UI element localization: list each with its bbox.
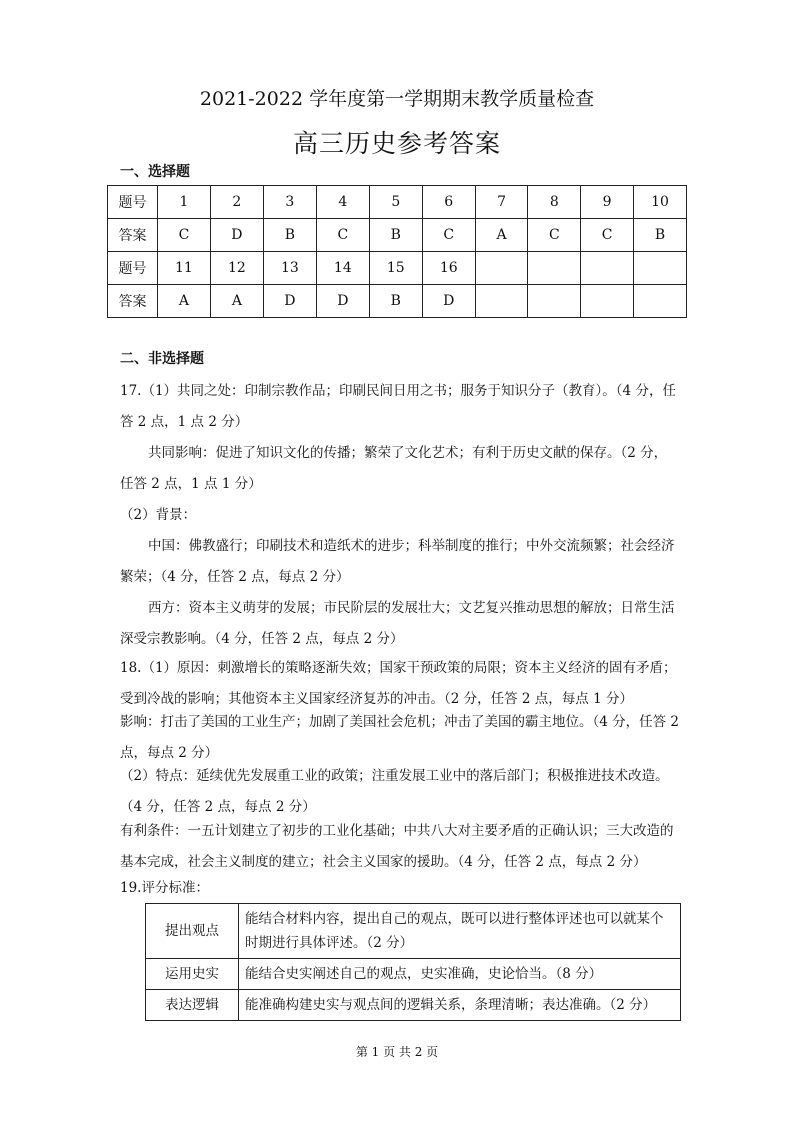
table-cell: 3 xyxy=(263,186,316,219)
table-cell xyxy=(528,285,581,318)
q17-part2-china: 中国：佛教盛行；印刷技术和造纸术的进步；科举制度的推行；中外交流频繁；社会经济繁荣；（4 分，任答 2 点，每点 2 分） xyxy=(120,538,675,585)
table-cell: 5 xyxy=(369,186,422,219)
table-row xyxy=(146,990,681,1021)
table-cell: 2 xyxy=(210,186,263,219)
rubric-table xyxy=(145,903,681,1021)
table-cell: C xyxy=(422,219,475,252)
table-cell: D xyxy=(210,219,263,252)
section-heading-multiple-choice: 一、选择题 xyxy=(120,164,190,180)
table-cell: B xyxy=(369,219,422,252)
table-cell xyxy=(633,285,686,318)
q17-part2-heading: （2）背景： xyxy=(120,507,197,523)
table-cell: 7 xyxy=(475,186,528,219)
section-heading-non-choice: 二、非选择题 xyxy=(120,351,204,367)
table-cell: 11 xyxy=(157,252,210,285)
table-cell: 15 xyxy=(369,252,422,285)
table-row xyxy=(108,219,687,252)
table-cell: B xyxy=(633,219,686,252)
q18-part2-features: （2）特点：延续优先发展重工业的政策；注重发展工业中的落后部门；积极推进技术改造。（4 分，任答 2 点，每点 2 分） xyxy=(120,768,669,815)
table-cell xyxy=(581,252,634,285)
row-label: 题号 xyxy=(108,252,158,285)
table-cell: 8 xyxy=(528,186,581,219)
table-cell: 10 xyxy=(633,186,686,219)
table-cell: 1 xyxy=(157,186,210,219)
table-cell: C xyxy=(528,219,581,252)
table-cell: A xyxy=(475,219,528,252)
table-row xyxy=(108,186,687,219)
rubric-desc: 能结合材料内容，提出自己的观点，既可以进行整体评述也可以就某个时期进行具体评述。（2 分） xyxy=(239,904,681,959)
q17-part2-west: 西方：资本主义萌芽的发展；市民阶层的发展壮大；文艺复兴推动思想的解放；日常生活深受宗教影响。（4 分，任答 2 点，每点 2 分） xyxy=(120,600,675,647)
page-footer: 第 1 页 共 2 页 xyxy=(355,1045,439,1059)
table-cell: 14 xyxy=(316,252,369,285)
rubric-desc: 能准确构建史实与观点间的逻辑关系，条理清晰；表达准确。（2 分） xyxy=(239,990,681,1021)
row-label: 答案 xyxy=(108,219,158,252)
table-cell: C xyxy=(581,219,634,252)
row-label: 答案 xyxy=(108,285,158,318)
table-cell xyxy=(475,252,528,285)
table-row xyxy=(108,252,687,285)
rubric-key: 运用史实 xyxy=(146,959,239,990)
table-row xyxy=(108,285,687,318)
table-row xyxy=(146,959,681,990)
table-cell: 6 xyxy=(422,186,475,219)
table-cell xyxy=(475,285,528,318)
table-cell: 13 xyxy=(263,252,316,285)
table-cell: 16 xyxy=(422,252,475,285)
table-cell: 4 xyxy=(316,186,369,219)
table-cell xyxy=(633,252,686,285)
q18-part1-impact: 影响：打击了美国的工业生产；加剧了美国社会危机；冲击了美国的霸主地位。（4 分，任答 2 点，每点 2 分） xyxy=(120,714,680,761)
table-row xyxy=(146,904,681,959)
q19-heading: 19.评分标准： xyxy=(120,880,209,896)
q18-part1-cause: 18.（1）原因：刺激增长的策略逐渐失效；国家干预政策的局限；资本主义经济的固有矛盾；受到冷战的影响；其他资本主义国家经济复苏的冲击。（2 分，任答 2 点，每点 1 分） xyxy=(120,660,677,707)
table-cell: C xyxy=(316,219,369,252)
answer-table xyxy=(107,185,687,318)
table-cell: D xyxy=(316,285,369,318)
table-cell: B xyxy=(369,285,422,318)
rubric-key: 表达逻辑 xyxy=(146,990,239,1021)
table-cell xyxy=(528,252,581,285)
q17-part1-common: 17.（1）共同之处：印制宗教作品；印刷民间日用之书；服务于知识分子（教育）。（4 分，任答 2 点，1 点 2 分） xyxy=(120,383,676,430)
rubric-desc: 能结合史实阐述自己的观点，史实准确，史论恰当。（8 分） xyxy=(239,959,681,990)
document-subtitle: 高三历史参考答案 xyxy=(292,129,501,158)
table-cell xyxy=(581,285,634,318)
q17-part1-impact: 共同影响：促进了知识文化的传播；繁荣了文化艺术；有利于历史文献的保存。（2 分，任答 2 点，1 点 1 分） xyxy=(120,445,668,492)
table-cell: B xyxy=(263,219,316,252)
q18-part2-conditions: 有利条件：一五计划建立了初步的工业化基础；中共八大对主要矛盾的正确认识；三大改造的基本完成，社会主义制度的建立；社会主义国家的援助。（4 分，任答 2 点，每点 2 分） xyxy=(120,823,674,870)
table-cell: D xyxy=(263,285,316,318)
table-cell: C xyxy=(157,219,210,252)
table-cell: 12 xyxy=(210,252,263,285)
table-cell: A xyxy=(157,285,210,318)
rubric-key: 提出观点 xyxy=(146,904,239,959)
table-cell: 9 xyxy=(581,186,634,219)
row-label: 题号 xyxy=(108,186,158,219)
exam-title: 2021-2022 学年度第一学期期末教学质量检查 xyxy=(199,88,595,110)
table-cell: A xyxy=(210,285,263,318)
table-cell: D xyxy=(422,285,475,318)
